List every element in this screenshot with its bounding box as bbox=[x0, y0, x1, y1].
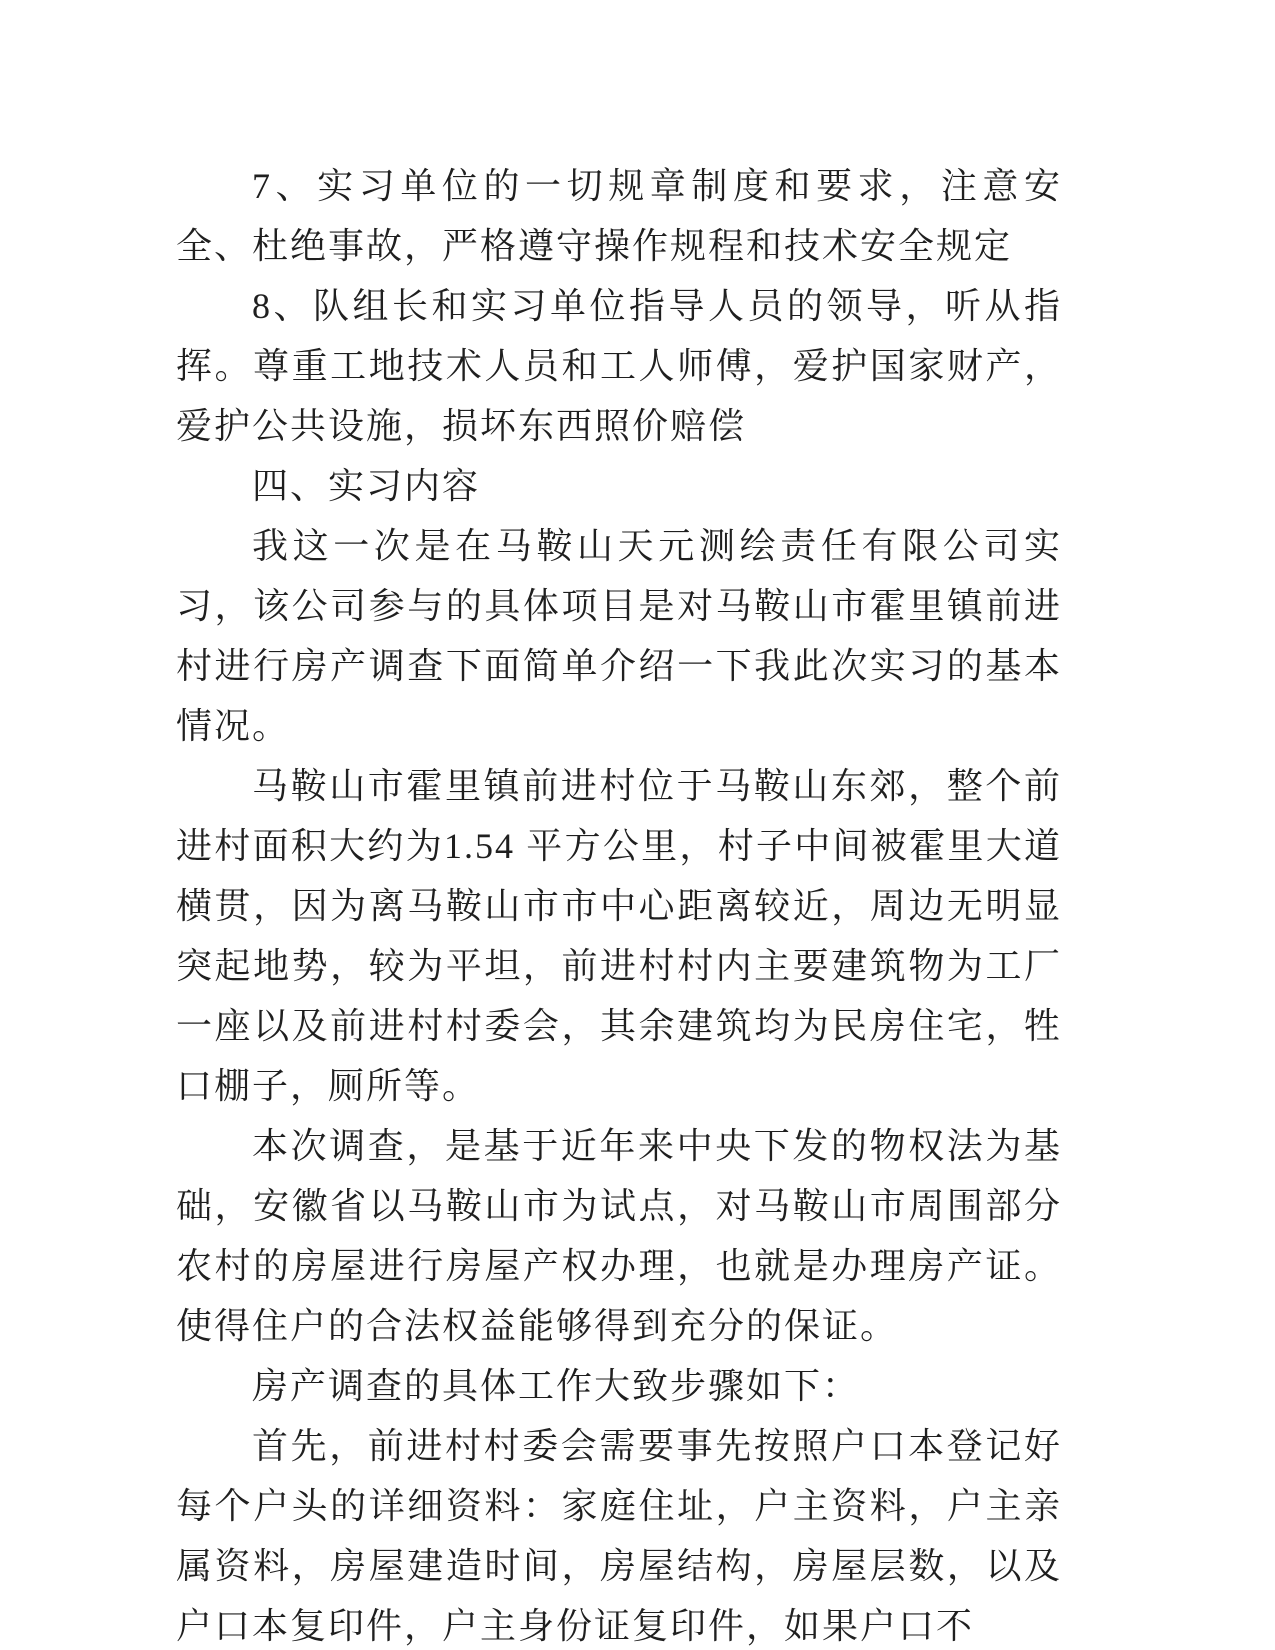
document-body-text bbox=[176, 156, 1062, 1650]
paragraph-step-first: 首先，前进村村委会需要事先按照户口本登记好每个户头的详细资料：家庭住址，户主资料，户主亲属资料，房屋建造时间，房屋结构，房屋层数，以及户口本复印件，户主身份证复印件，如果户口不 bbox=[176, 1426, 1062, 1646]
paragraph-village-description: 马鞍山市霍里镇前进村位于马鞍山东郊，整个前进村面积大约为1.54 平方公里，村子中间被霍里大道横贯，因为离马鞍山市市中心距离较近，周边无明显突起地势，较为平坦，前进村村内主要建筑物为工厂一座以及前进村村委会，其余建筑均为民房住宅，牲口棚子，厕所等。 bbox=[176, 766, 1062, 1106]
paragraph-rule-7: 7、实习单位的一切规章制度和要求，注意安全、杜绝事故，严格遵守操作规程和技术安全规定 bbox=[176, 166, 1062, 266]
section-heading-internship-content: 四、实习内容 bbox=[252, 466, 481, 506]
paragraph-survey-background: 本次调查，是基于近年来中央下发的物权法为基础，安徽省以马鞍山市为试点，对马鞍山市周围部分农村的房屋进行房屋产权办理，也就是办理房产证。使得住户的合法权益能够得到充分的保证。 bbox=[176, 1126, 1062, 1346]
paragraph-rule-8: 8、队组长和实习单位指导人员的领导，听从指挥。尊重工地技术人员和工人师傅，爱护国家财产，爱护公共设施，损坏东西照价赔偿 bbox=[176, 286, 1062, 446]
paragraph-steps-intro: 房产调查的具体工作大致步骤如下： bbox=[252, 1366, 861, 1406]
paragraph-company-intro: 我这一次是在马鞍山天元测绘责任有限公司实习，该公司参与的具体项目是对马鞍山市霍里镇前进村进行房产调查下面简单介绍一下我此次实习的基本情况。 bbox=[176, 526, 1062, 746]
